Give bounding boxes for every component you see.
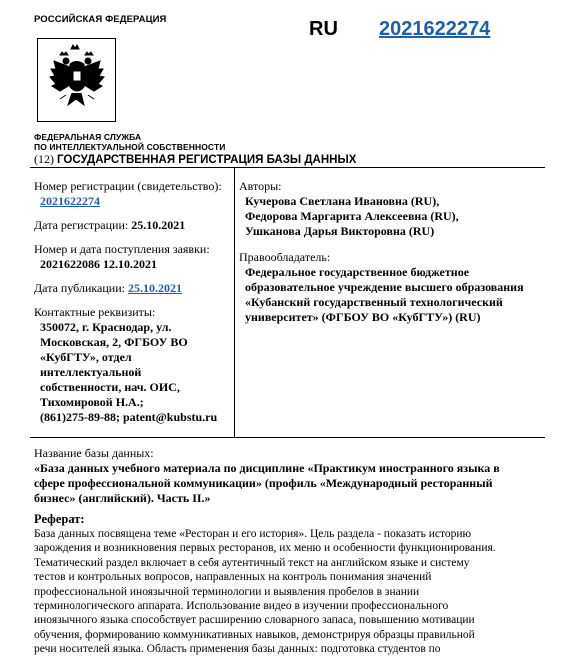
document-code: (12) xyxy=(34,152,54,166)
author-item: Федорова Маргарита Алексеевна (RU), xyxy=(245,209,459,223)
divider-vertical xyxy=(234,167,235,437)
agency-line-1: ФЕДЕРАЛЬНАЯ СЛУЖБА xyxy=(34,132,142,142)
divider-bottom xyxy=(30,437,545,438)
abstract-line: База данных посвящена теме «Ресторан и его история». Цель раздела - показать историю xyxy=(34,528,472,540)
document-title xyxy=(34,152,356,167)
contacts-line: интеллектуальной xyxy=(40,365,142,379)
abstract-line: Тематический раздел включает в себя аутентичный текст на английском языке и систему xyxy=(34,556,470,569)
database-name-line: бизнес» (английский). Часть II.» xyxy=(34,491,211,505)
owner-line: Федеральное государственное бюджетное xyxy=(245,265,470,279)
abstract-line: терминологического аппарата. Использование видео в изучении профессионального xyxy=(34,600,449,613)
authors-label: Авторы: xyxy=(239,179,282,193)
publication-date-link[interactable]: 25.10.2021 xyxy=(127,281,182,295)
database-name-line: «База данных учебного материала по дисциплине «Практикум иностранного языка в xyxy=(34,461,500,475)
country-code: RU xyxy=(309,18,338,40)
left-column xyxy=(34,179,232,425)
registration-number-top[interactable]: 2021622274 xyxy=(379,18,491,40)
abstract-line: зарождения и возникновения первых ресторанов, их меню и особенности функционирования. xyxy=(34,542,496,555)
contacts-label: Контактные реквизиты: xyxy=(34,305,156,319)
country-name: РОССИЙСКАЯ ФЕДЕРАЦИЯ xyxy=(34,14,167,25)
divider-top xyxy=(30,167,545,168)
contacts-line: «КубГТУ», отдел xyxy=(40,350,132,364)
database-name-label: Название базы данных: xyxy=(34,446,154,460)
abstract-line: речи носителей языка. Область применения базы данных: подготовка студентов по xyxy=(34,643,441,656)
author-item: Кучерова Светлана Ивановна (RU), xyxy=(245,194,440,208)
database-name-value xyxy=(34,461,534,506)
abstract-label: Реферат: xyxy=(34,512,85,526)
right-column xyxy=(239,179,539,325)
contacts-line: (861)275-89-88; patent@kubstu.ru xyxy=(40,410,218,424)
contacts-block xyxy=(34,320,232,425)
publication-date-label: Дата публикации: xyxy=(34,281,125,295)
owner-line: университет» (ФГБОУ ВО «КубГТУ») (RU) xyxy=(245,310,481,324)
abstract-line: профессиональной иноязычной терминологии и выявления пробелов в знании xyxy=(34,585,420,598)
abstract-line: иноязычного языка способствует расширению словарного запаса, повышению мотивации xyxy=(34,614,475,627)
reg-number-link[interactable]: 2021622274 xyxy=(40,194,100,208)
contacts-line: 350072, г. Краснодар, ул. xyxy=(40,320,172,334)
emblem-box xyxy=(37,38,116,122)
reg-date-value: 25.10.2021 xyxy=(131,218,186,232)
author-item: Ушканова Дарья Викторовна (RU) xyxy=(245,224,435,238)
application-label: Номер и дата поступления заявки: xyxy=(34,242,210,256)
abstract-line: тестов и контрольных вопросов, направленных на контроль понимания значений xyxy=(34,571,432,584)
database-name-line: сфере профессиональной коммуникации» (профиль «Международный ресторанный xyxy=(34,476,493,490)
abstract-text xyxy=(34,527,534,657)
owner-block xyxy=(239,265,539,325)
reg-number-label: Номер регистрации (свидетельство): xyxy=(34,179,222,193)
agency-line-2: ПО ИНТЕЛЛЕКТУАЛЬНОЙ СОБСТВЕННОСТИ xyxy=(34,142,226,152)
contacts-line: Тихомировой Н.А.; xyxy=(40,395,144,409)
application-value: 2021622086 12.10.2021 xyxy=(40,257,157,271)
authors-list xyxy=(239,194,539,239)
owner-label: Правообладатель: xyxy=(239,250,331,264)
database-name-section xyxy=(34,446,534,506)
document-title-text: ГОСУДАРСТВЕННАЯ РЕГИСТРАЦИЯ БАЗЫ ДАННЫХ xyxy=(57,154,357,166)
abstract-line: обучения, формированию коммуникативных навыков, демонстрируя образцы правильной xyxy=(34,628,475,641)
coat-of-arms-icon xyxy=(38,39,115,121)
contacts-line: Московская, 2, ФГБОУ ВО xyxy=(40,335,188,349)
contacts-line: собственности, нач. ОИС, xyxy=(40,380,180,394)
abstract-section xyxy=(34,512,534,657)
reg-date-label: Дата регистрации: xyxy=(34,218,129,232)
owner-line: «Кубанский государственный технологический xyxy=(245,295,503,309)
owner-line: образовательное учреждение высшего образования xyxy=(245,280,524,294)
